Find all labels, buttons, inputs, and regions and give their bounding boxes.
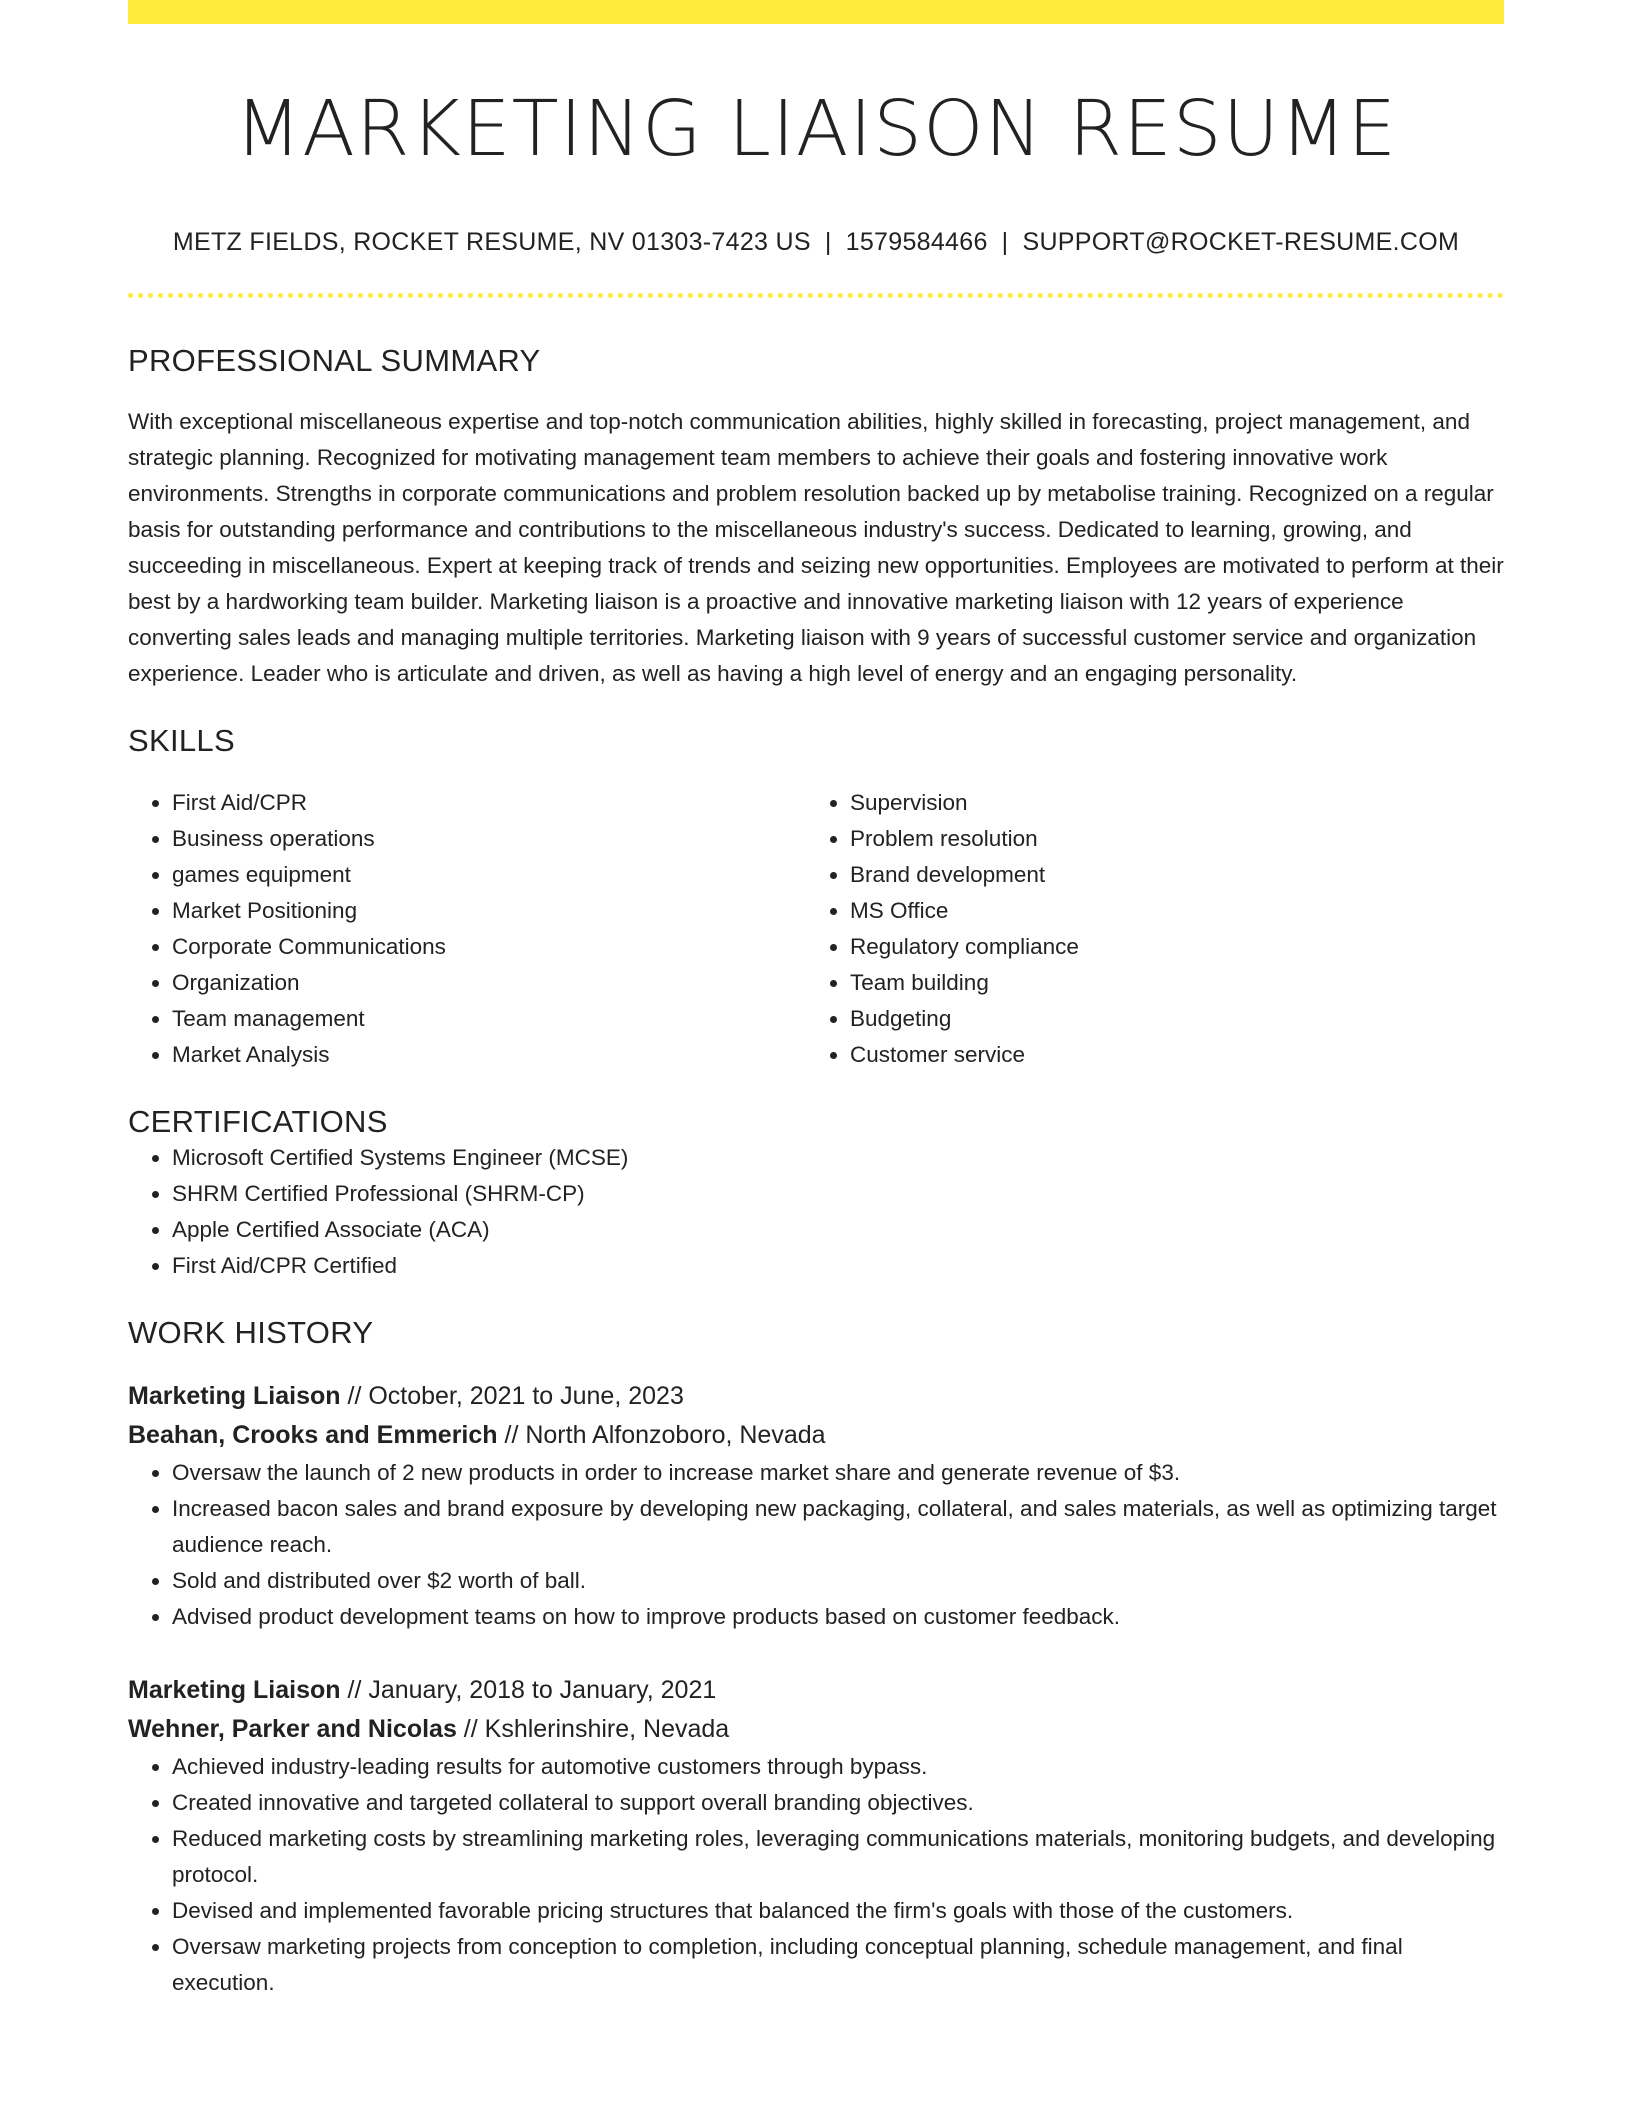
skills-list-right <box>806 785 1484 1073</box>
accent-top-bar <box>128 0 1504 24</box>
job-bullet: • Oversaw the launch of 2 new products in order to increase market share and generate revenue of $3. <box>172 1455 1504 1491</box>
job-bullet: • Sold and distributed over $2 worth of ball. <box>172 1563 1504 1599</box>
skill-item: • First Aid/CPR <box>172 785 806 821</box>
section-title-certifications: CERTIFICATIONS <box>128 1103 388 1139</box>
skills-column-left <box>128 785 806 1073</box>
certification-item: • Microsoft Certified Systems Engineer (MCSE) <box>172 1140 1504 1176</box>
skill-item: • Regulatory compliance <box>850 929 1484 965</box>
certifications-list <box>128 1140 1504 1284</box>
section-title-work-history: WORK HISTORY <box>128 1314 374 1350</box>
job-role-line <box>128 1377 1504 1416</box>
contact-phone: 1579584466 <box>845 228 988 257</box>
job-bullet: • Created innovative and targeted collateral to support overall branding objectives. <box>172 1785 1504 1821</box>
skill-item: • Business operations <box>172 821 806 857</box>
resume-page <box>128 0 1504 2001</box>
job-company-line <box>128 1710 1504 1749</box>
contact-line <box>128 228 1504 257</box>
skill-item: • Customer service <box>850 1037 1484 1073</box>
job-bullet: • Achieved industry-leading results for automotive customers through bypass. <box>172 1749 1504 1785</box>
certification-item: • First Aid/CPR Certified <box>172 1248 1504 1284</box>
job-company: Beahan, Crooks and Emmerich <box>128 1421 498 1450</box>
job-role: Marketing Liaison <box>128 1676 341 1705</box>
resume-title: MARKETING LIAISON RESUME <box>234 85 1398 174</box>
skill-item: • Organization <box>172 965 806 1001</box>
certification-item: • SHRM Certified Professional (SHRM-CP) <box>172 1176 1504 1212</box>
skill-item: • Market Positioning <box>172 893 806 929</box>
skill-item: • Market Analysis <box>172 1037 806 1073</box>
section-title-skills: SKILLS <box>128 722 235 758</box>
contact-separator: | <box>824 228 832 257</box>
skills-list-left <box>128 785 806 1073</box>
job-location: // North Alfonzoboro, Nevada <box>497 1421 826 1450</box>
job-dates: // January, 2018 to January, 2021 <box>340 1676 717 1705</box>
job-bullet: • Reduced marketing costs by streamlining marketing roles, leveraging communications materials, monitoring budgets, and developing protocol. <box>172 1821 1504 1893</box>
skills-column-right <box>806 785 1484 1073</box>
skill-item: • Problem resolution <box>850 821 1484 857</box>
skill-item: • Team management <box>172 1001 806 1037</box>
contact-address: METZ FIELDS, ROCKET RESUME, NV 01303-7423 US <box>172 228 811 257</box>
skills-columns <box>128 785 1504 1073</box>
skill-item: • Budgeting <box>850 1001 1484 1037</box>
job-location: // Kshlerinshire, Nevada <box>456 1715 730 1744</box>
contact-separator: | <box>1001 228 1009 257</box>
job-company: Wehner, Parker and Nicolas <box>128 1715 457 1744</box>
job-role: Marketing Liaison <box>128 1382 341 1411</box>
skill-item: • Corporate Communications <box>172 929 806 965</box>
job-bullet: • Oversaw marketing projects from conception to completion, including conceptual planning, schedule management, and final execution. <box>172 1929 1504 2001</box>
dotted-divider <box>128 293 1504 298</box>
job-bullet: • Increased bacon sales and brand exposure by developing new packaging, collateral, and sales materials, as well as optimizing target audience reach. <box>172 1491 1504 1563</box>
job-bullet: • Advised product development teams on how to improve products based on customer feedback. <box>172 1599 1504 1635</box>
job-bullets <box>128 1455 1504 1635</box>
skill-item: • Brand development <box>850 857 1484 893</box>
section-title-summary: PROFESSIONAL SUMMARY <box>128 343 541 379</box>
certification-item: • Apple Certified Associate (ACA) <box>172 1212 1504 1248</box>
job-dates: // October, 2021 to June, 2023 <box>340 1382 684 1411</box>
summary-paragraph: With exceptional miscellaneous expertise and top-notch communication abilities, highly skilled in forecasting, project management, and strategic planning. Recognized for motivating management team members to achieve their goals and fostering innovative work environments. Strengths in corporate communications and problem resolution backed up by metabolise training. Recognized on a regular basis for outstanding performance and contributions to the miscellaneous industry's success. Dedicated to learning, growing, and succeeding in miscellaneous. Expert at keeping track of trends and seizing new opportunities. Employees are motivated to perform at their best by a hardworking team builder. Marketing liaison is a proactive and innovative marketing liaison with 12 years of experience converting sales leads and managing multiple territories. Marketing liaison with 9 years of successful customer service and organization experience. Leader who is articulate and driven, as well as having a high level of energy and an engaging personality. <box>128 408 1504 686</box>
job-bullet: • Devised and implemented favorable pricing structures that balanced the firm's goals with those of the customers. <box>172 1893 1504 1929</box>
job-bullets <box>128 1749 1504 2001</box>
job-company-line <box>128 1416 1504 1455</box>
skill-item: • Team building <box>850 965 1484 1001</box>
skill-item: • games equipment <box>172 857 806 893</box>
job-role-line <box>128 1671 1504 1710</box>
contact-email: SUPPORT@ROCKET-RESUME.COM <box>1022 228 1460 257</box>
skill-item: • Supervision <box>850 785 1484 821</box>
skill-item: • MS Office <box>850 893 1484 929</box>
job-entry <box>128 1671 1504 2001</box>
job-entry <box>128 1377 1504 1635</box>
